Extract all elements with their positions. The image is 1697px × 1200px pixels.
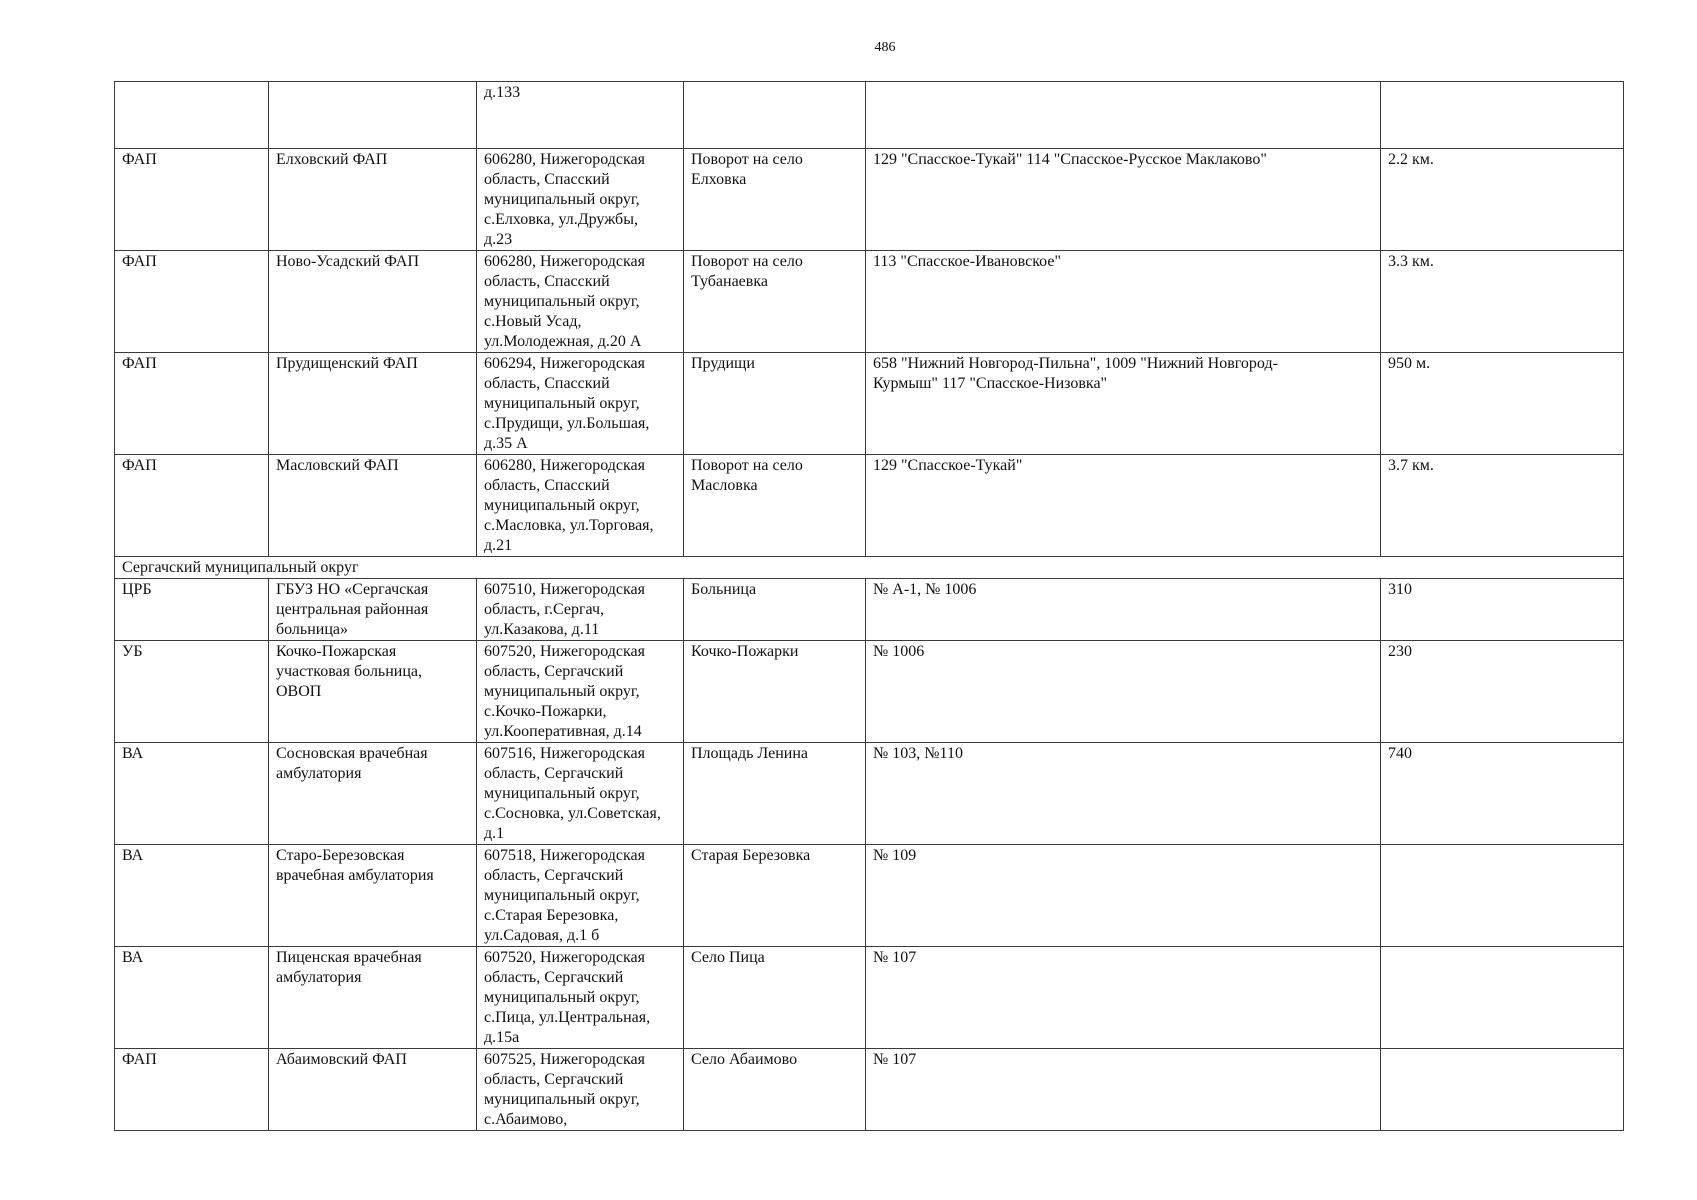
cell-stop: Поворот на село Масловка xyxy=(684,455,866,557)
cell-routes: № А-1, № 1006 xyxy=(866,579,1381,641)
cell-stop: Поворот на село Елховка xyxy=(684,149,866,251)
table-row xyxy=(115,251,1624,353)
cell-routes: № 103, №110 xyxy=(866,743,1381,845)
cell-routes: 129 "Спасское-Тукай" xyxy=(866,455,1381,557)
table-row xyxy=(115,353,1624,455)
cell-stop: Старая Березовка xyxy=(684,845,866,947)
table-row xyxy=(115,455,1624,557)
cell-routes: № 107 xyxy=(866,1049,1381,1131)
cell-stop: Село Абаимово xyxy=(684,1049,866,1131)
table-row xyxy=(115,82,1624,149)
cell-distance xyxy=(1381,1049,1624,1131)
cell-distance xyxy=(1381,947,1624,1049)
cell-routes: 129 "Спасское-Тукай" 114 "Спасское-Русское Маклаково" xyxy=(866,149,1381,251)
cell-name: Кочко-Пожарская участковая больница, ОВОП xyxy=(269,641,477,743)
cell-routes: № 107 xyxy=(866,947,1381,1049)
cell-name: Масловский ФАП xyxy=(269,455,477,557)
document-table xyxy=(114,81,1624,1131)
cell-distance: 3.7 км. xyxy=(1381,455,1624,557)
cell-type xyxy=(115,82,269,149)
cell-type: ФАП xyxy=(115,455,269,557)
cell-address: 606280, Нижегородская область, Спасский муниципальный округ, с.Масловка, ул.Торговая, д.21 xyxy=(477,455,684,557)
cell-address: 606280, Нижегородская область, Спасский муниципальный округ, с.Новый Усад, ул.Молодежная, д.20 А xyxy=(477,251,684,353)
cell-type: ВА xyxy=(115,947,269,1049)
cell-address: 607516, Нижегородская область, Сергачский муниципальный округ, с.Сосновка, ул.Советская, д.1 xyxy=(477,743,684,845)
cell-routes: 113 "Спасское-Ивановское" xyxy=(866,251,1381,353)
cell-address: 606294, Нижегородская область, Спасский муниципальный округ, с.Прудищи, ул.Большая, д.35 А xyxy=(477,353,684,455)
cell-address: 607525, Нижегородская область, Сергачский муниципальный округ, с.Абаимово, xyxy=(477,1049,684,1131)
table-row xyxy=(115,743,1624,845)
cell-distance: 3.3 км. xyxy=(1381,251,1624,353)
table-row xyxy=(115,149,1624,251)
cell-distance: 740 xyxy=(1381,743,1624,845)
cell-name: Абаимовский ФАП xyxy=(269,1049,477,1131)
cell-name xyxy=(269,82,477,149)
cell-name: Сосновская врачебная амбулатория xyxy=(269,743,477,845)
cell-type: ВА xyxy=(115,743,269,845)
cell-stop: Больница xyxy=(684,579,866,641)
cell-distance xyxy=(1381,82,1624,149)
page-number: 486 xyxy=(874,40,896,55)
cell-type: ФАП xyxy=(115,149,269,251)
table-row xyxy=(115,845,1624,947)
cell-address: д.133 xyxy=(477,82,684,149)
cell-routes: № 1006 xyxy=(866,641,1381,743)
cell-stop: Площадь Ленина xyxy=(684,743,866,845)
table-row xyxy=(115,947,1624,1049)
cell-stop: Село Пица xyxy=(684,947,866,1049)
cell-routes: № 109 xyxy=(866,845,1381,947)
table-row xyxy=(115,641,1624,743)
cell-stop: Поворот на село Тубанаевка xyxy=(684,251,866,353)
cell-type: ФАП xyxy=(115,251,269,353)
cell-distance xyxy=(1381,845,1624,947)
cell-name: Ново-Усадский ФАП xyxy=(269,251,477,353)
cell-distance: 950 м. xyxy=(1381,353,1624,455)
table-row xyxy=(115,579,1624,641)
cell-stop xyxy=(684,82,866,149)
cell-address: 607518, Нижегородская область, Сергачский муниципальный округ, с.Старая Березовка, ул.Садовая, д.1 б xyxy=(477,845,684,947)
cell-routes xyxy=(866,82,1381,149)
section-heading: Сергачский муниципальный округ xyxy=(115,557,1624,579)
cell-name: Прудищенский ФАП xyxy=(269,353,477,455)
cell-address: 606280, Нижегородская область, Спасский муниципальный округ, с.Елховка, ул.Дружбы, д.23 xyxy=(477,149,684,251)
cell-distance: 2.2 км. xyxy=(1381,149,1624,251)
cell-name: ГБУЗ НО «Сергачская центральная районная больница» xyxy=(269,579,477,641)
cell-address: 607520, Нижегородская область, Сергачский муниципальный округ, с.Кочко-Пожарки, ул.Кооперативная, д.14 xyxy=(477,641,684,743)
cell-name: Старо-Березовская врачебная амбулатория xyxy=(269,845,477,947)
cell-address: 607510, Нижегородская область, г.Сергач, ул.Казакова, д.11 xyxy=(477,579,684,641)
section-row xyxy=(115,557,1624,579)
cell-distance: 230 xyxy=(1381,641,1624,743)
cell-type: ФАП xyxy=(115,353,269,455)
cell-stop: Прудищи xyxy=(684,353,866,455)
cell-type: ФАП xyxy=(115,1049,269,1131)
cell-type: ЦРБ xyxy=(115,579,269,641)
table-row xyxy=(115,1049,1624,1131)
cell-stop: Кочко-Пожарки xyxy=(684,641,866,743)
cell-type: ВА xyxy=(115,845,269,947)
cell-type: УБ xyxy=(115,641,269,743)
cell-distance: 310 xyxy=(1381,579,1624,641)
cell-address: 607520, Нижегородская область, Сергачский муниципальный округ, с.Пица, ул.Центральная, д.15а xyxy=(477,947,684,1049)
cell-name: Елховский ФАП xyxy=(269,149,477,251)
cell-routes: 658 "Нижний Новгород-Пильна", 1009 "Нижний Новгород- Курмыш" 117 "Спасское-Низовка" xyxy=(866,353,1381,455)
cell-name: Пиценская врачебная амбулатория xyxy=(269,947,477,1049)
